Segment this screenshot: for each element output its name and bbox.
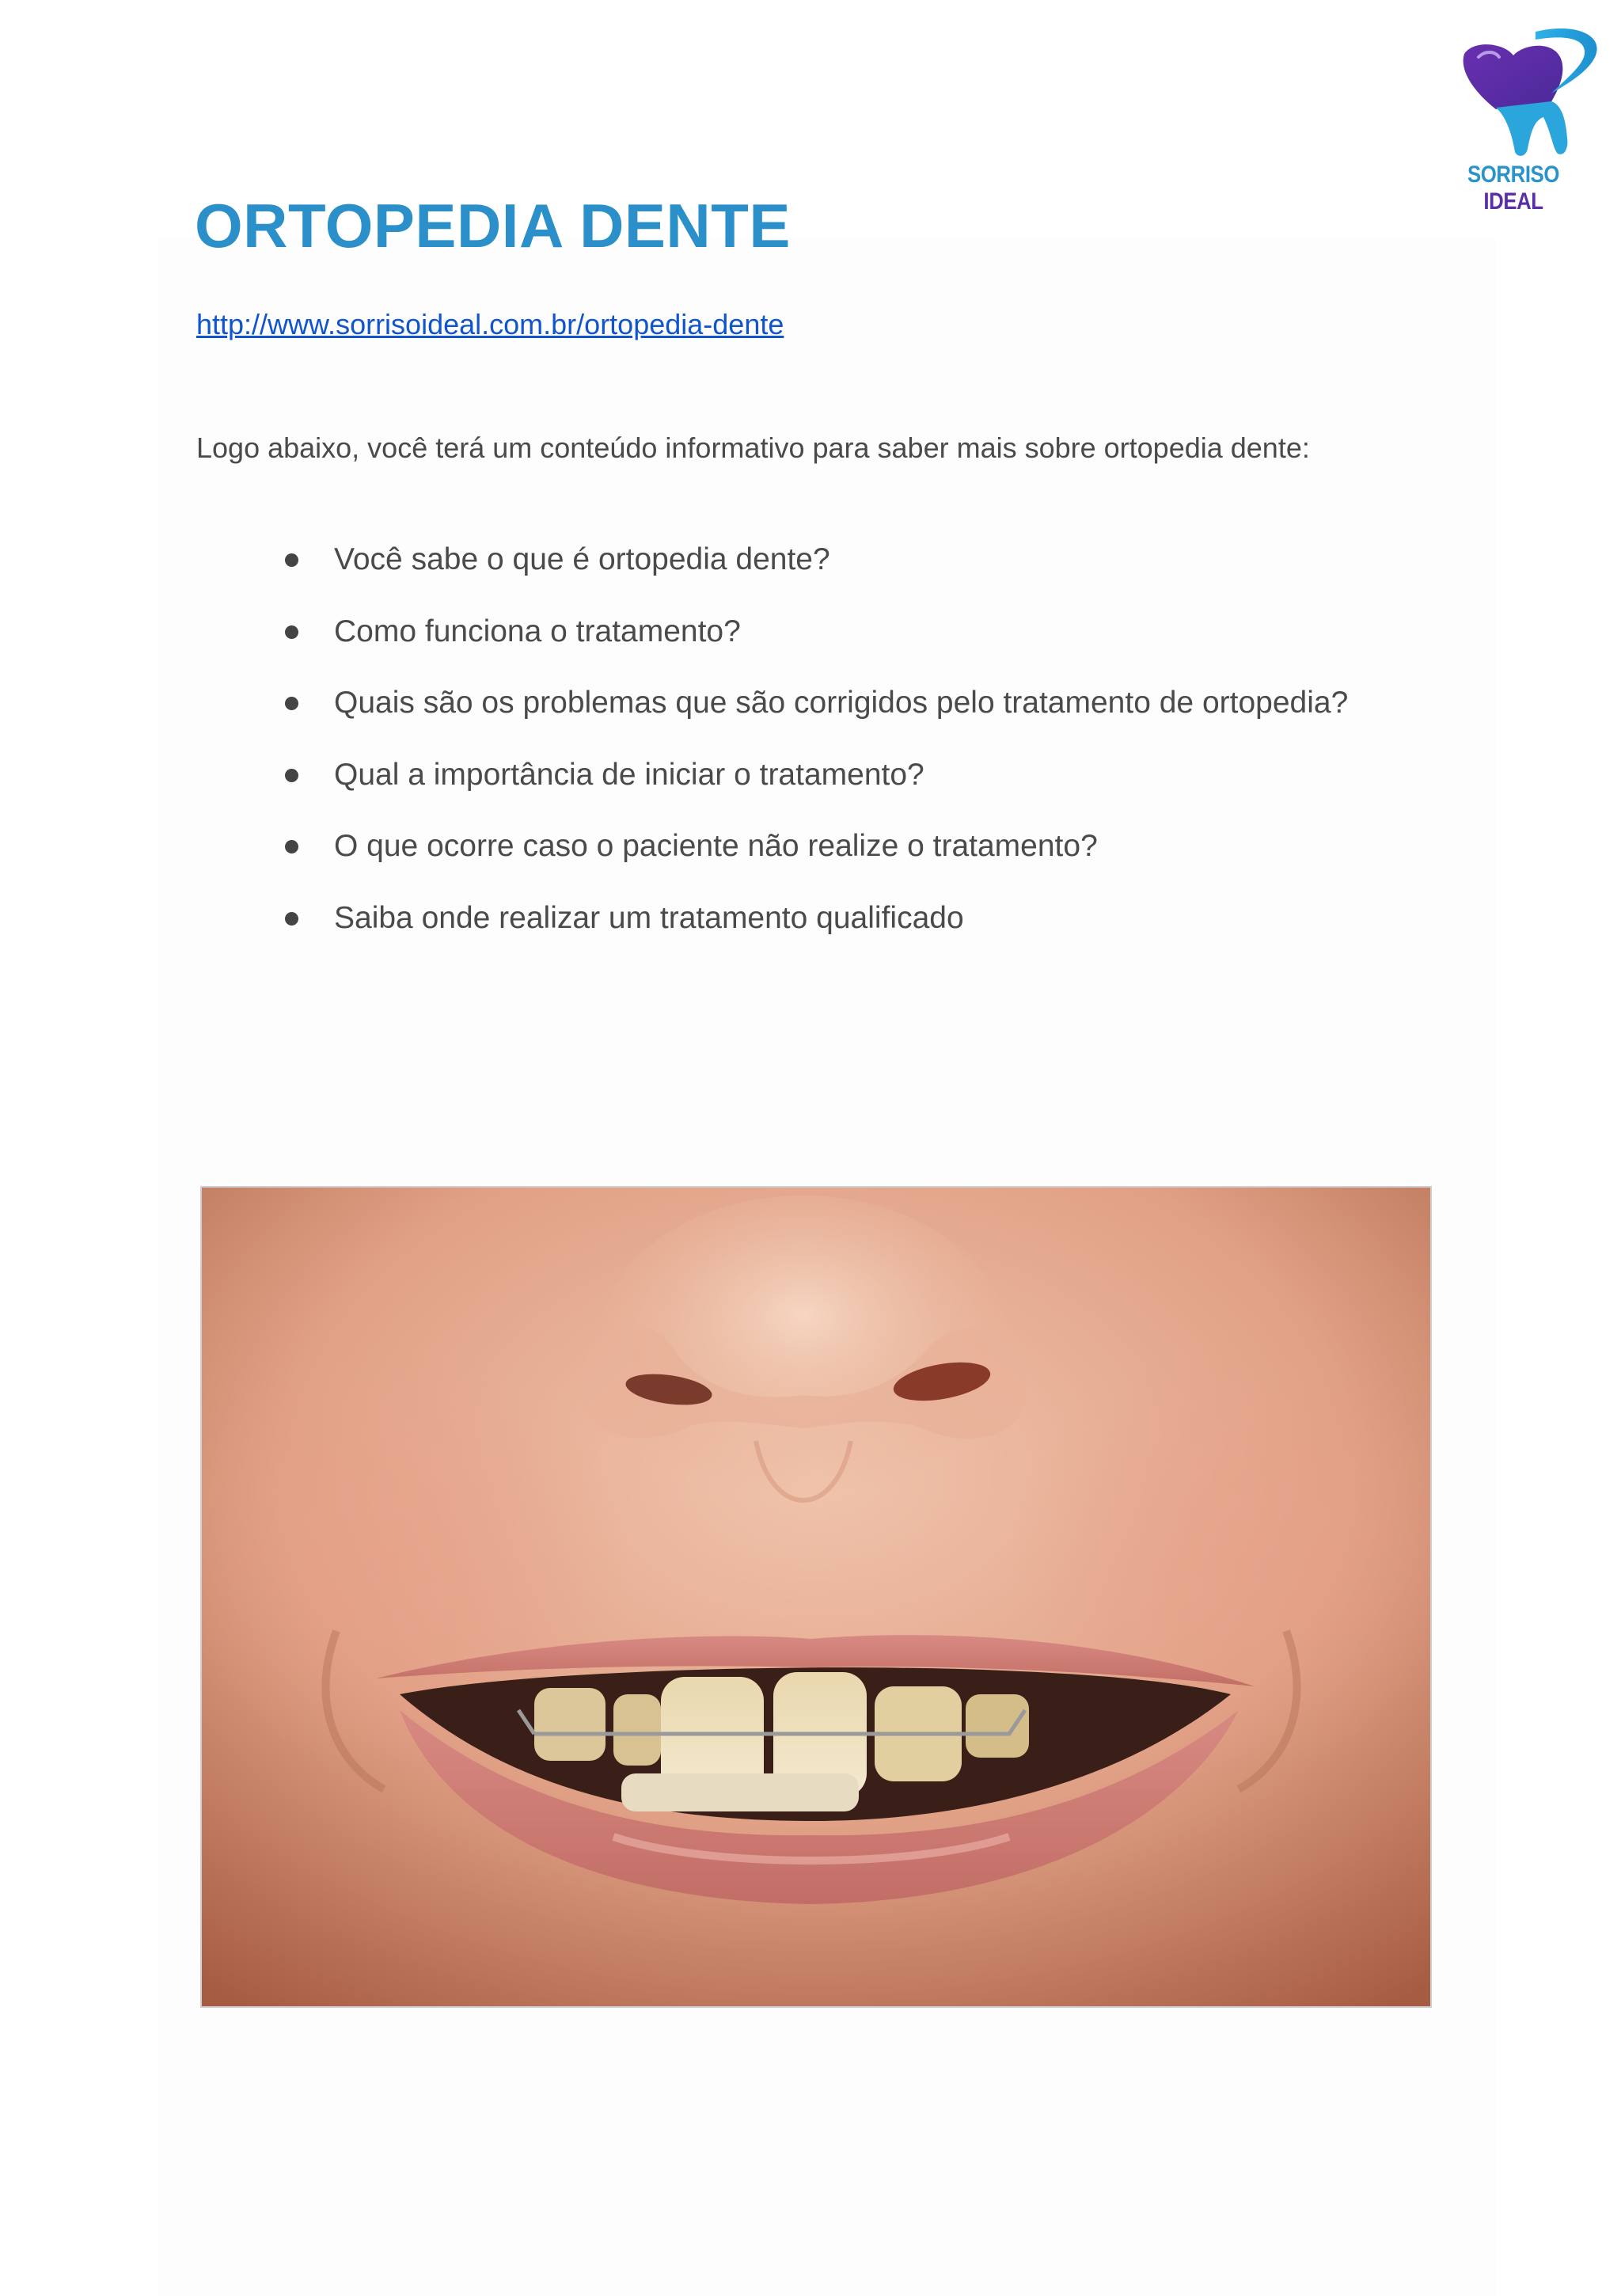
list-item-text: O que ocorre caso o paciente não realize o tratamento?: [334, 829, 1098, 863]
bullet-icon: [285, 697, 298, 710]
list-item-text: Quais são os problemas que são corrigidos pelo tratamento de ortopedia?: [334, 686, 1349, 720]
bullet-icon: [285, 553, 298, 567]
list-item-text: Como funciona o tratamento?: [334, 614, 741, 648]
logo-word-sorriso: SORRISO: [1467, 162, 1559, 188]
smile-photo: [200, 1186, 1432, 2008]
logo-word-ideal: IDEAL: [1483, 188, 1543, 215]
bullet-icon: [285, 840, 298, 853]
list-item-text: Você sabe o que é ortopedia dente?: [334, 542, 830, 576]
bullet-icon: [285, 625, 298, 639]
list-item-text: Qual a importância de iniciar o tratamento?: [334, 757, 924, 792]
bullet-icon: [285, 769, 298, 782]
list-item-text: Saiba onde realizar um tratamento qualificado: [334, 900, 964, 935]
sorriso-ideal-logo[interactable]: [1417, 22, 1607, 215]
page-title: ORTOPEDIA DENTE: [195, 191, 791, 260]
logo-wordmark: [1438, 162, 1588, 215]
source-link[interactable]: http://www.sorrisoideal.com.br/ortopedia-dente: [196, 308, 784, 340]
tooth-icon: [1417, 22, 1607, 165]
bullet-icon: [285, 912, 298, 926]
intro-paragraph: Logo abaixo, você terá um conteúdo informativo para saber mais sobre ortopedia dente:: [196, 431, 1310, 464]
smile-illustration: [202, 1188, 1430, 2006]
